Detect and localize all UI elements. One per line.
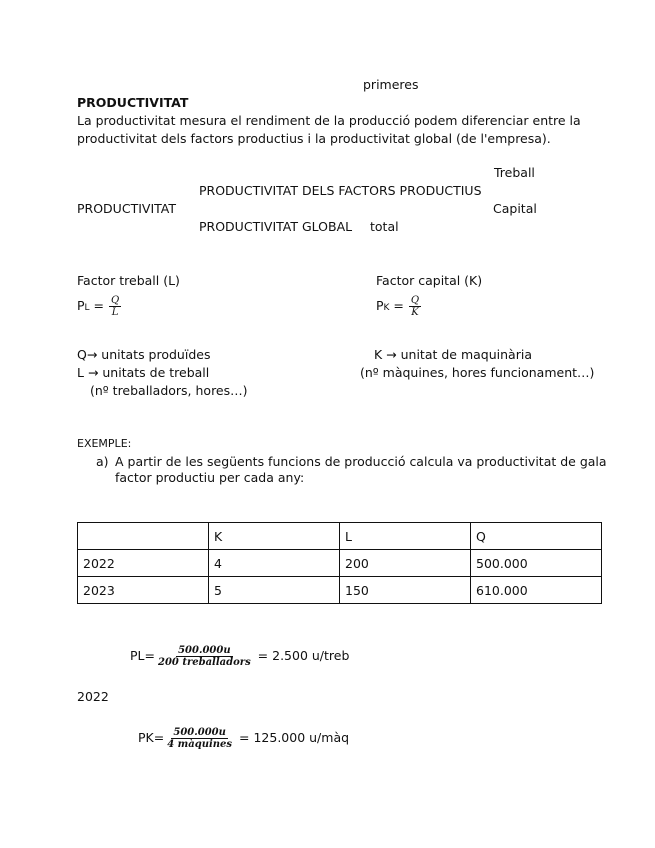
scheme-factors: PRODUCTIVITAT DELS FACTORS PRODUCTIUS: [199, 183, 482, 198]
labor-fraction-num: Q: [111, 295, 120, 306]
labor-title: Factor treball (L): [77, 273, 180, 288]
table-cell: 2023: [78, 577, 209, 604]
table-cell: 4: [209, 550, 340, 577]
scheme-global: PRODUCTIVITAT GLOBAL: [199, 219, 353, 234]
example-item-line-2: factor productiu per cada any:: [115, 470, 305, 485]
capital-fraction: [409, 295, 421, 318]
scheme-global-note: total: [370, 219, 399, 234]
capital-formula-prefix: P: [376, 298, 384, 313]
pl-fraction: [156, 645, 253, 668]
example-item-line-1: A partir de les següents funcions de producció calcula va productivitat de gala: [115, 454, 607, 469]
capital-formula-eq: =: [389, 298, 404, 313]
table-cell: 150: [340, 577, 471, 604]
pk-fraction-num: 500.000u: [173, 727, 226, 738]
pl-label: PL=: [130, 648, 155, 663]
labor-fraction-den: L: [111, 307, 119, 318]
scheme-capital: Capital: [493, 201, 537, 216]
pk-fraction: [165, 727, 234, 750]
capital-fraction-num: Q: [410, 295, 420, 306]
labor-formula-eq: =: [89, 298, 105, 313]
pk-label: PK=: [138, 730, 165, 745]
pl-fraction-num: 500.000u: [178, 645, 231, 656]
calc-year: 2022: [77, 689, 109, 704]
labor-l-line: L → unitats de treball: [77, 365, 210, 380]
table-cell: 5: [209, 577, 340, 604]
pk-calculation: [138, 724, 349, 752]
table-header-cell: Q: [471, 523, 602, 550]
intro-line-1: La productivitat mesura el rendiment de la producció podem diferenciar entre la: [77, 113, 581, 128]
production-table: [77, 522, 602, 604]
capital-k-line: K → unitat de maquinària: [374, 347, 532, 362]
pk-fraction-den: 4 màquines: [167, 739, 233, 750]
intro-line-2: productivitat dels factors productius i la productivitat global (de l'empresa).: [77, 131, 551, 146]
capital-fraction-den: K: [411, 307, 419, 318]
pk-result: = 125.000 u/màq: [235, 730, 350, 745]
capital-formula: [376, 292, 422, 322]
table-header-cell: K: [209, 523, 340, 550]
labor-formula-sub: L: [84, 303, 90, 313]
labor-q-line: Q→ unitats produïdes: [77, 347, 211, 362]
table-cell: 200: [340, 550, 471, 577]
labor-fraction: [109, 295, 121, 318]
capital-title: Factor capital (K): [376, 273, 483, 288]
table-row: [78, 550, 602, 577]
pl-calculation: [130, 642, 349, 670]
table-cell: 2022: [78, 550, 209, 577]
labor-formula: [77, 292, 122, 322]
page-heading: PRODUCTIVITAT: [77, 95, 189, 110]
table-cell: 610.000: [471, 577, 602, 604]
labor-l-note: (nº treballadors, hores…): [90, 383, 248, 398]
pl-result: = 2.500 u/treb: [253, 648, 350, 663]
table-cell: 500.000: [471, 550, 602, 577]
capital-k-note: (nº màquines, hores funcionament…): [360, 365, 595, 380]
labor-formula-prefix: P: [77, 298, 85, 313]
scheme-treball: Treball: [494, 165, 535, 180]
capital-formula-sub: K: [383, 303, 390, 313]
pl-fraction-den: 200 treballadors: [157, 657, 251, 668]
table-header-cell: [78, 523, 209, 550]
example-item-marker: a): [96, 454, 109, 469]
table-row: [78, 577, 602, 604]
top-word: primeres: [363, 77, 419, 92]
example-label: EXEMPLE:: [77, 437, 132, 450]
table-header-cell: L: [340, 523, 471, 550]
table-header-row: [78, 523, 602, 550]
scheme-root: PRODUCTIVITAT: [77, 201, 177, 216]
